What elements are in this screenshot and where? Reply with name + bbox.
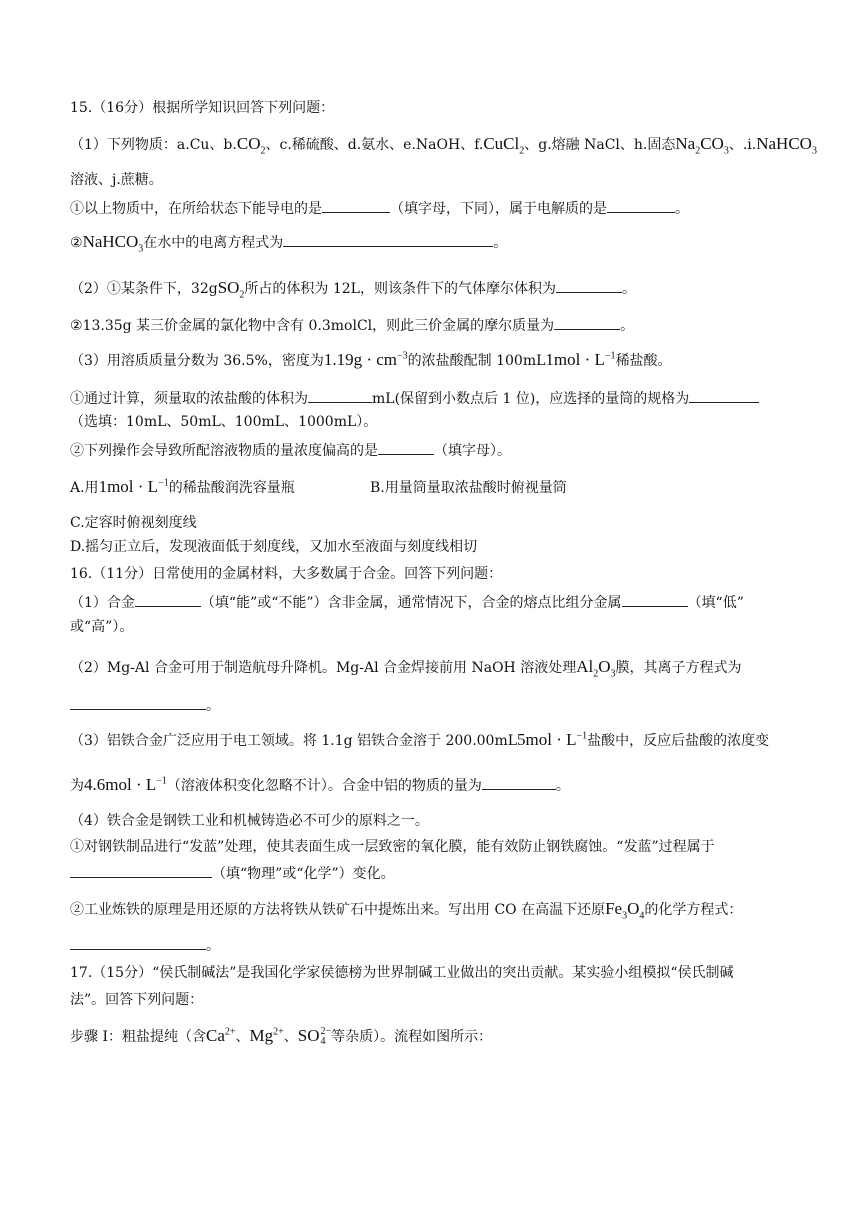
q15-options-ab xyxy=(70,477,795,498)
ion-so4: SO 2− 4 xyxy=(297,1026,332,1048)
ion-mg: $Mg^{2+}$ xyxy=(249,1026,284,1045)
q15-part3-q1: ①通过计算，须量取的浓盐酸的体积为 mL(保留到小数点后 1 位)，应选择的量筒的规格为 xyxy=(70,388,795,409)
q16-part4: （4）铁合金是钢铁工业和机械铸造必不可少的原料之一。 xyxy=(70,813,429,829)
formula-concentration: $1mol \cdot L^{-1}$ xyxy=(545,350,616,369)
q15-part1-q2: ②NaHCO$_3$在水中的电离方程式为 。 xyxy=(70,232,508,255)
q17-step1: 步骤 I：粗盐提纯（含$Ca^{2+}$、$Mg^{2+}$、SO 2− 4 等杂质）。流程如图所示： xyxy=(70,1026,493,1048)
q15-part1-cont: 溶液、j.蔗糖。 xyxy=(70,172,163,188)
q16-part3-cont: 为$4.6mol \cdot L^{-1}$（溶液体积变化忽略不计）。合金中铝的物质的量为 。 xyxy=(70,775,570,794)
q15-header: 15.（16分）根据所学知识回答下列问题： xyxy=(70,100,335,116)
q16-part2: （2）Mg-Al 合金可用于制造航母升降机。Mg-Al 合金焊接前用 NaOH 溶液处理$Al_2O_3$膜，其离子方程式为 xyxy=(70,657,742,680)
q15-part3: （3）用溶质质量分数为 36.5%，密度为$1.19g \cdot cm^{-3}$的浓盐酸配制 $100mL1mol \cdot L^{-1}$稀盐酸。 xyxy=(70,350,672,369)
answer-blank[interactable] xyxy=(689,388,759,403)
q15-part1-line: （1）下列物质：a.Cu、$b.CO_2$、c.稀硫酸、d.氨水、e.NaOH、f.CuCl$_2$、g.熔融 NaCl、h.固态$Na_2CO_3$、.i.NaHCO$_3$ xyxy=(70,134,817,157)
formula-na2co3: $Na_2CO_3$ xyxy=(675,134,729,157)
formula-so2: $SO_2$ xyxy=(217,278,245,301)
formula-al2o3: $Al_2O_3$ xyxy=(576,657,616,680)
formula-fe3o4: $Fe_3O_4$ xyxy=(605,899,645,922)
ion-ca: $Ca^{2+}$ xyxy=(205,1026,236,1045)
formula-concentration: $5mol \cdot L^{-1}$ xyxy=(517,730,588,749)
option-c: C.定容时俯视刻度线 xyxy=(70,515,197,531)
q16-part1: （1）合金 （填“能”或“不能”）含非金属，通常情况下，合金的熔点比组分金属 （填“低” xyxy=(70,592,795,613)
q16-part3: （3）铝铁合金广泛应用于电工领域。将 1.1g 铝铁合金溶于 $200.00mL5mol \cdot L^{-1}$盐酸中，反应后盐酸的浓度变 xyxy=(70,730,770,749)
formula-concentration: $4.6mol \cdot L^{-1}$ xyxy=(84,775,167,794)
q15-part1-q1: ①以上物质中，在所给状态下能导电的是 （填字母，下同），属于电解质的是 。 xyxy=(70,198,795,219)
formula-density: $1.19g \cdot cm^{-3}$ xyxy=(323,350,408,369)
q15-part2-q2: ②13.35g 某三价金属的氯化物中含有 0.3molCl，则此三价金属的摩尔质量为 。 xyxy=(70,315,795,336)
q16-header: 16.（11分）日常使用的金属材料，大多数属于合金。回答下列问题： xyxy=(70,566,503,582)
answer-blank[interactable] xyxy=(622,592,688,607)
answer-blank[interactable] xyxy=(70,695,206,710)
answer-blank[interactable] xyxy=(135,592,201,607)
q17-header: 17.（15分）“侯氏制碱法”是我国化学家侯德榜为世界制碱工业做出的突出贡献。某实验小组模拟“侯氏制碱 xyxy=(70,965,734,981)
formula-nahco3: NaHCO$_3$ xyxy=(82,232,144,255)
q16-part4-q2: ②工业炼铁的原理是用还原的方法将铁从铁矿石中提炼出来。写出用 CO 在高温下还原$Fe_3O_4$的化学方程式： xyxy=(70,899,743,922)
answer-blank[interactable] xyxy=(482,775,556,790)
option-b: B.用量筒量取浓盐酸时俯视量筒 xyxy=(370,480,567,496)
q16-part4-q1: ①对钢铁制品进行“发蓝”处理，使其表面生成一层致密的氧化膜，能有效防止钢铁腐蚀。“发蓝”过程属于 xyxy=(70,839,715,855)
formula-nahco3: NaHCO$_3$ xyxy=(756,134,817,157)
q16-part4-q1-cont: （填“物理”或“化学”）变化。 xyxy=(70,863,795,884)
answer-blank[interactable] xyxy=(283,232,493,247)
answer-blank[interactable] xyxy=(70,863,212,878)
answer-blank[interactable] xyxy=(556,278,622,293)
answer-blank[interactable] xyxy=(70,935,206,950)
answer-blank[interactable] xyxy=(554,315,620,330)
q15-part3-q2: ②下列操作会导致所配溶液物质的量浓度偏高的是 （填字母）。 xyxy=(70,440,795,461)
answer-blank[interactable] xyxy=(607,198,675,213)
option-a: A.用$1mol \cdot L^{-1}$的稀盐酸润洗容量瓶 xyxy=(70,477,295,496)
q16-part2-cont: 。 xyxy=(70,695,795,716)
q17-header-cont: 法”。回答下列问题： xyxy=(70,992,204,1008)
formula-co2: $CO_2$ xyxy=(236,134,266,157)
answer-blank[interactable] xyxy=(322,198,390,213)
option-d: D.摇匀正立后，发现液面低于刻度线，又加水至液面与刻度线相切 xyxy=(70,539,478,555)
answer-blank[interactable] xyxy=(378,440,434,455)
q16-part4-q2-cont: 。 xyxy=(70,935,795,956)
answer-blank[interactable] xyxy=(308,388,372,403)
q15-part3-q1-cont: （选填：10mL、50mL、100mL、1000mL）。 xyxy=(70,414,378,430)
q16-part1-cont: 或“高”）。 xyxy=(70,619,134,635)
formula-cucl2: CuCl$_2$ xyxy=(483,134,525,157)
q15-part2-q1: （2）①某条件下，32gSO$_2$所占的体积为 12L，则该条件下的气体摩尔体积为 。 xyxy=(70,278,636,301)
